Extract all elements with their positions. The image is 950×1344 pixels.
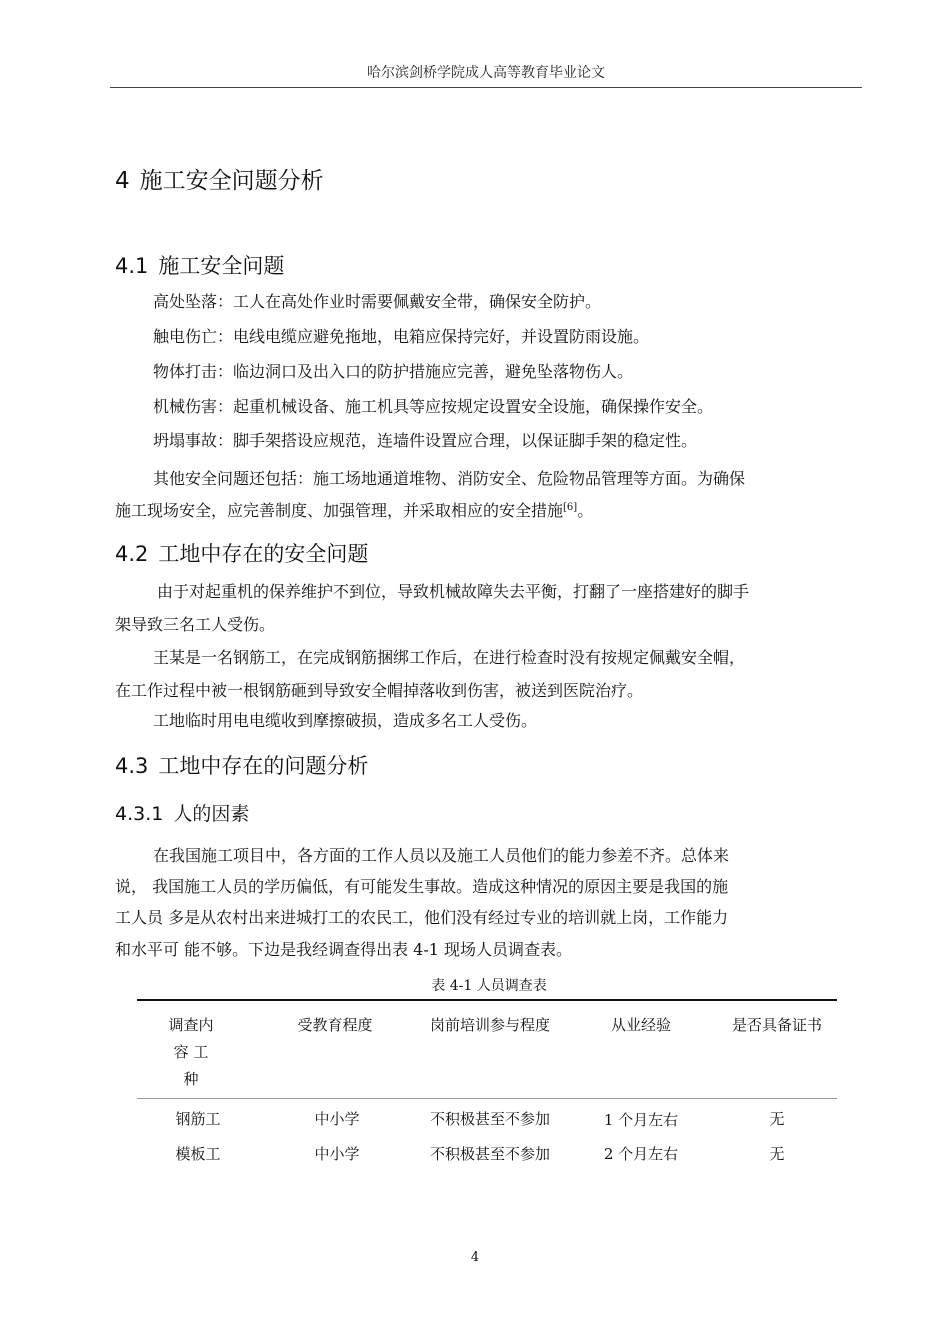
crane-paragraph-line-2: 架导致三名工人受伤。 bbox=[115, 615, 276, 634]
table-cell-trade: 模板工 bbox=[175, 1145, 221, 1163]
worker-paragraph-line-1: 王某是一名钢筋工，在完成钢筋捆绑工作后，在进行检查时没有按规定佩戴安全帽， bbox=[153, 648, 746, 667]
table-header-experience: 从业经验 bbox=[610, 1016, 671, 1034]
section-number: 4.1 bbox=[115, 254, 149, 278]
safety-item-fall: 高处坠落：工人在高处作业时需要佩戴安全带，确保安全防护。 bbox=[153, 292, 602, 311]
section-4-2-heading bbox=[115, 538, 368, 568]
table-cell-education: 中小学 bbox=[314, 1110, 360, 1128]
safety-item-electric: 触电伤亡：电线电缆应避免拖地，电箱应保持完好，并设置防雨设施。 bbox=[153, 327, 650, 346]
human-factor-line-2: 说， 我国施工人员的学历偏低，有可能发生事故。造成这种情况的原因主要是我国的施 bbox=[115, 877, 729, 896]
chapter-number: 4 bbox=[115, 168, 130, 194]
human-factor-line-4: 和水平可 能不够。下边是我经调查得出表 4-1 现场人员调查表。 bbox=[115, 940, 573, 959]
section-number: 4.3.1 bbox=[115, 803, 164, 825]
table-caption: 表 4-1 人员调查表 bbox=[431, 978, 547, 994]
worker-paragraph-line-2: 在工作过程中被一根钢筋砸到导致安全帽掉落收到伤害，被送到医院治疗。 bbox=[115, 681, 644, 700]
table-cell-certificate: 无 bbox=[769, 1145, 785, 1163]
section-title: 工地中存在的安全问题 bbox=[158, 542, 369, 566]
table-cell-trade: 钢筋工 bbox=[175, 1110, 221, 1128]
table-header-education: 受教育程度 bbox=[297, 1016, 373, 1034]
chapter-title: 施工安全问题分析 bbox=[139, 168, 324, 194]
section-title: 工地中存在的问题分析 bbox=[158, 754, 369, 778]
section-4-1-heading bbox=[115, 250, 284, 280]
header-first-line-3: 种 bbox=[183, 1070, 199, 1088]
header-divider bbox=[110, 87, 862, 88]
table-cell-education: 中小学 bbox=[314, 1145, 360, 1163]
safety-item-object-strike: 物体打击：临边洞口及出入口的防护措施应完善，避免坠落物伤人。 bbox=[153, 362, 634, 381]
table-cell-training: 不积极甚至不参加 bbox=[429, 1145, 550, 1163]
table-cell-certificate: 无 bbox=[769, 1110, 785, 1128]
chapter-heading bbox=[115, 162, 324, 195]
citation-ref: [6] bbox=[563, 502, 578, 513]
cable-paragraph: 工地临时用电电缆收到摩擦破损，造成多名工人受伤。 bbox=[153, 711, 538, 730]
table-header-first-cell bbox=[160, 1012, 222, 1093]
summary-end: 。 bbox=[577, 501, 594, 520]
crane-paragraph-line-1: 由于对起重机的保养维护不到位，导致机械故障失去平衡，打翻了一座搭建好的脚手 bbox=[157, 582, 750, 601]
section-4-3-heading bbox=[115, 750, 368, 780]
header-first-line-2: 容 工 bbox=[173, 1043, 209, 1061]
header-first-line-1: 调查内 bbox=[168, 1016, 214, 1034]
table-header-rule bbox=[137, 1098, 837, 1099]
summary-line-2 bbox=[115, 501, 863, 521]
section-number: 4.2 bbox=[115, 542, 149, 566]
human-factor-line-3: 工人员 多是从农村出来进城打工的农民工，他们没有经过专业的培训就上岗，工作能力 bbox=[115, 908, 729, 927]
running-header: 哈尔滨剑桥学院成人高等教育毕业论文 bbox=[367, 65, 605, 81]
summary-line-1: 其他安全问题还包括：施工场地通道堆物、消防安全、危险物品管理等方面。为确保 bbox=[153, 469, 746, 488]
table-header-certificate: 是否具备证书 bbox=[731, 1016, 822, 1034]
safety-item-collapse: 坍塌事故：脚手架搭设应规范，连墙件设置应合理，以保证脚手架的稳定性。 bbox=[153, 431, 698, 450]
table-cell-training: 不积极甚至不参加 bbox=[429, 1110, 550, 1128]
table-cell-experience: 2 个月左右 bbox=[603, 1145, 679, 1163]
summary-text: 施工现场安全，应完善制度、加强管理，并采取相应的安全措施 bbox=[115, 501, 564, 520]
section-title: 施工安全问题 bbox=[158, 254, 285, 278]
human-factor-line-1: 在我国施工项目中，各方面的工作人员以及施工人员他们的能力参差不齐。总体来 bbox=[153, 846, 730, 865]
section-4-3-1-heading bbox=[115, 799, 249, 826]
table-cell-experience: 1 个月左右 bbox=[603, 1111, 679, 1129]
page-number: 4 bbox=[470, 1250, 480, 1265]
section-number: 4.3 bbox=[115, 754, 149, 778]
section-title: 人的因素 bbox=[173, 803, 250, 825]
safety-item-machinery: 机械伤害：起重机械设备、施工机具等应按规定设置安全设施，确保操作安全。 bbox=[153, 397, 714, 416]
table-header-training: 岗前培训参与程度 bbox=[429, 1016, 550, 1034]
table-top-rule bbox=[137, 999, 837, 1001]
